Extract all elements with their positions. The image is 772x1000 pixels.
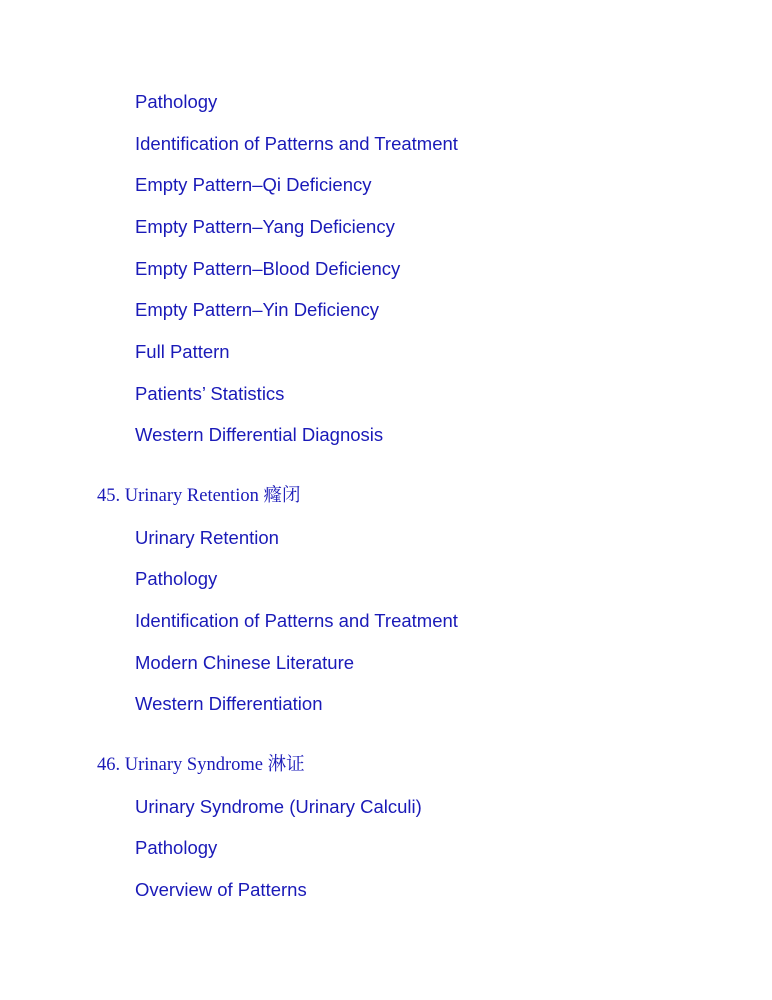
toc-link-urinary-syndrome-calculi[interactable]: Urinary Syndrome (Urinary Calculi) — [135, 796, 422, 817]
toc-link-patients-statistics[interactable]: Patients’ Statistics — [135, 383, 285, 404]
toc-link-pathology[interactable]: Pathology — [135, 91, 218, 112]
toc-link-pathology[interactable]: Pathology — [135, 837, 218, 858]
chapter-45-title: 45. Urinary Retention — [97, 486, 259, 506]
toc-link-full-pattern[interactable]: Full Pattern — [135, 341, 230, 362]
toc-link-overview-of-patterns[interactable]: Overview of Patterns — [135, 879, 307, 900]
toc-link-pathology[interactable]: Pathology — [135, 568, 218, 589]
chapter-46-title: 46. Urinary Syndrome — [97, 755, 263, 775]
toc-link-urinary-retention[interactable]: Urinary Retention — [135, 527, 279, 548]
chapter-46-chinese: 淋证 — [267, 754, 305, 775]
toc-link-empty-pattern-yin[interactable]: Empty Pattern–Yin Deficiency — [135, 299, 380, 320]
toc-link-identification-of-patterns[interactable]: Identification of Patterns and Treatment — [135, 133, 458, 154]
toc-link-western-differential-diagnosis[interactable]: Western Differential Diagnosis — [135, 424, 384, 445]
toc-link-empty-pattern-yang[interactable]: Empty Pattern–Yang Deficiency — [135, 216, 395, 237]
chapter-45-chinese: 癃闭 — [263, 485, 301, 506]
chapter-45-heading[interactable] — [97, 485, 300, 507]
toc-link-western-differentiation[interactable]: Western Differentiation — [135, 693, 323, 714]
chapter-46-heading[interactable] — [97, 754, 305, 776]
toc-link-identification-of-patterns[interactable]: Identification of Patterns and Treatment — [135, 610, 458, 631]
toc-link-empty-pattern-blood[interactable]: Empty Pattern–Blood Deficiency — [135, 258, 401, 279]
toc-link-empty-pattern-qi[interactable]: Empty Pattern–Qi Deficiency — [135, 174, 372, 195]
toc-link-modern-chinese-literature[interactable]: Modern Chinese Literature — [135, 652, 355, 673]
